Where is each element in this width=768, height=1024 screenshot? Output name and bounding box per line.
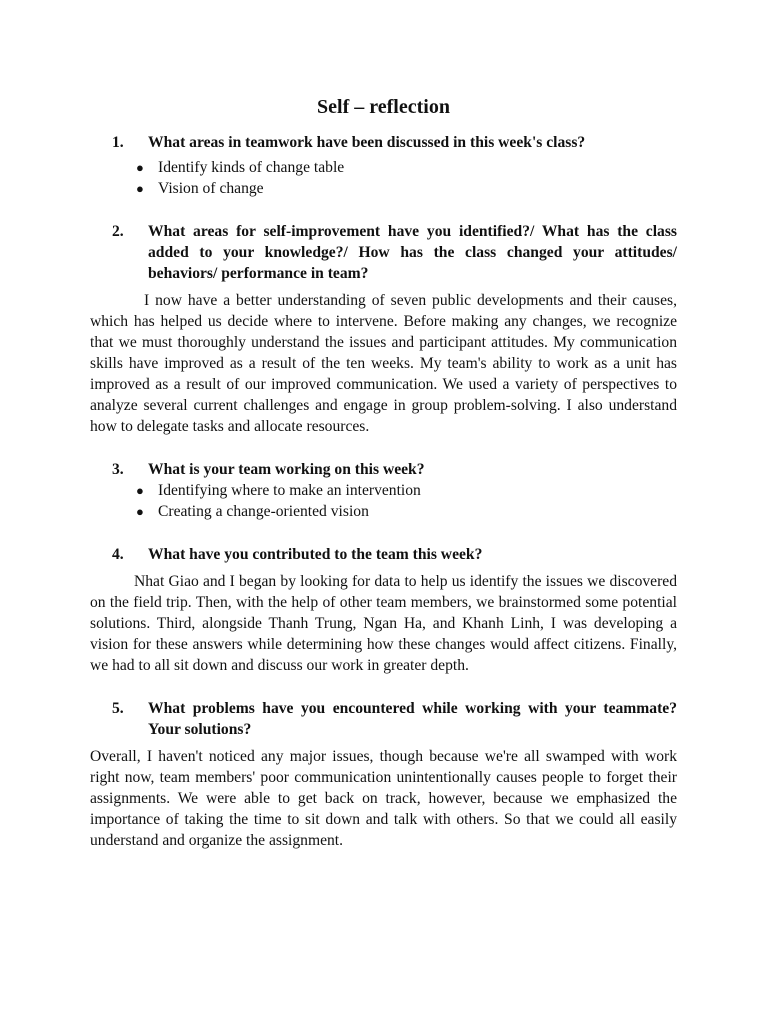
question-5	[90, 698, 677, 740]
question-text: What problems have you encountered while working with your teammate? Your solutions?	[148, 700, 677, 738]
bullet-list-1	[90, 157, 677, 199]
list-item: ● Vision of change	[136, 180, 264, 197]
question-3	[90, 459, 677, 480]
question-number: 4.	[112, 546, 124, 563]
question-number: 3.	[112, 461, 124, 478]
list-item: ● Creating a change-oriented vision	[136, 503, 369, 520]
bullet-icon: ●	[136, 160, 144, 175]
question-2	[90, 221, 677, 284]
question-text: What areas in teamwork have been discussed in this week's class?	[148, 134, 586, 151]
answer-4: Nhat Giao and I began by looking for data to help us identify the issues we discovered on the field trip. Then, with the help of other team members, we brainstormed some potential solutions. Third, alongside Thanh Trung, Ngan Ha, and Khanh Linh, I was developing a vision for these answers while determining how these changes would affect citizens. Finally, we had to all sit down and discuss our work in greater depth.	[90, 573, 677, 674]
question-4	[90, 544, 677, 565]
question-number: 2.	[112, 223, 124, 240]
bullet-icon: ●	[136, 181, 144, 196]
bullet-icon: ●	[136, 504, 144, 519]
question-number: 5.	[112, 700, 124, 717]
document-page	[90, 90, 677, 851]
bullet-list-3	[90, 480, 677, 522]
question-number: 1.	[112, 134, 124, 151]
bullet-icon: ●	[136, 483, 144, 498]
list-item: ● Identify kinds of change table	[136, 159, 345, 176]
list-item: ● Identifying where to make an intervention	[136, 482, 421, 499]
question-text: What is your team working on this week?	[148, 461, 425, 478]
answer-5: Overall, I haven't noticed any major issues, though because we're all swamped with work right now, team members' poor communication unintentionally causes people to forget their assignments. We were able to get back on track, however, because we emphasized the importance of taking the time to sit down and talk with others. So that we could all easily understand and organize the assignment.	[90, 748, 677, 849]
question-text: What areas for self-improvement have you identified?/ What has the class added to your knowledge?/ How has the class changed your attitudes/ behaviors/ performance in team?	[148, 223, 677, 282]
question-text: What have you contributed to the team this week?	[148, 546, 483, 563]
answer-2: I now have a better understanding of seven public developments and their causes, which has helped us decide where to intervene. Before making any changes, we recognize that we must thoroughly understand the issues and participant attitudes. My communication skills have improved as a result of the ten weeks. My team's ability to work as a unit has improved as a result of our improved communication. We used a variety of perspectives to analyze several current challenges and engage in group problem-solving. I also understand how to delegate tasks and allocate resources.	[90, 292, 677, 435]
page-title: Self – reflection	[317, 96, 450, 118]
question-1	[90, 132, 677, 153]
